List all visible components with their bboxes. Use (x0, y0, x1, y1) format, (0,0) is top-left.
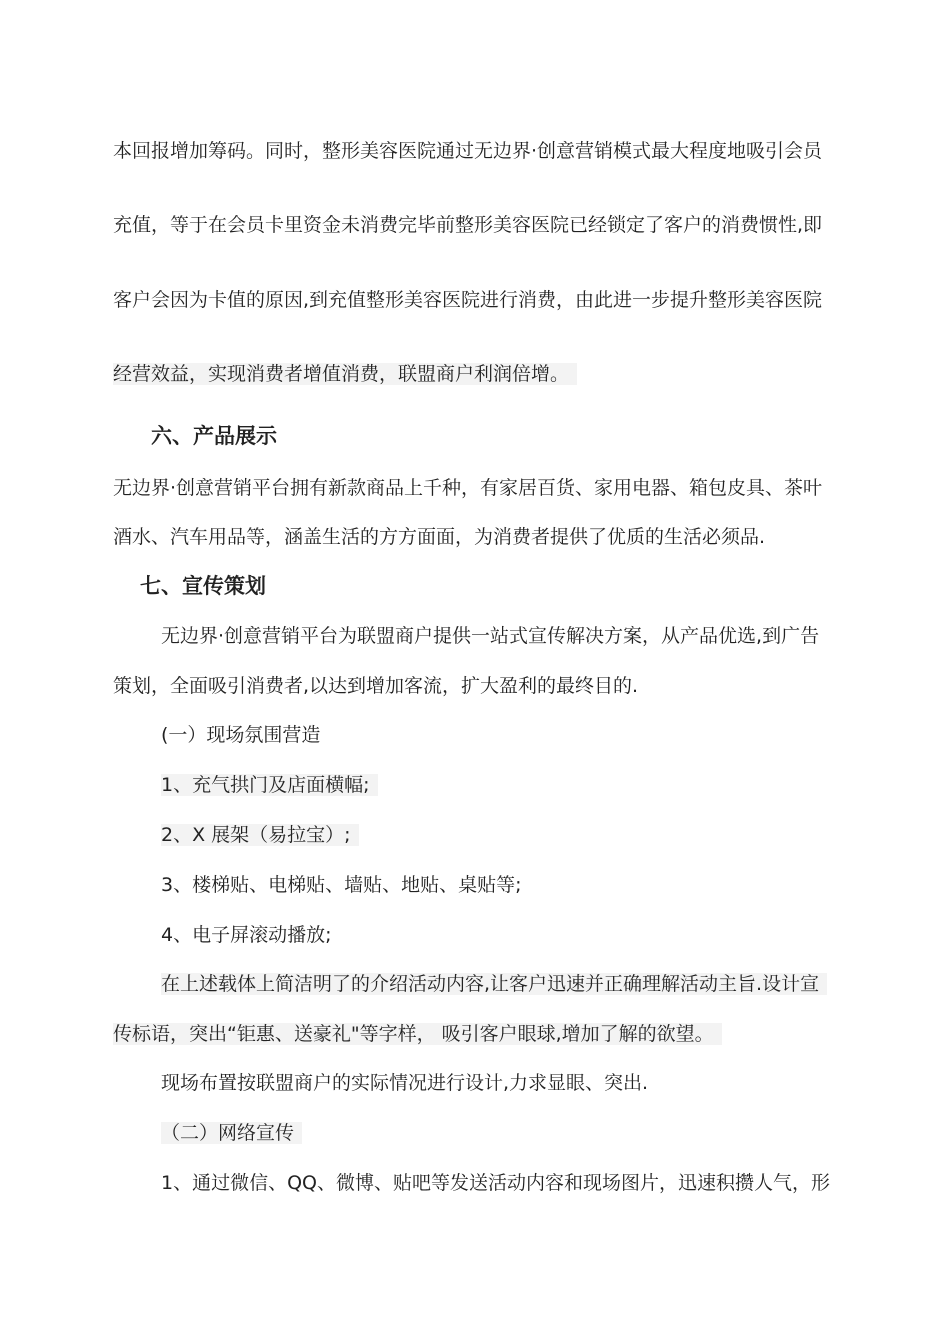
list-item: 1、通过微信、QQ、微博、贴吧等发送活动内容和现场图片，迅速积攒人气，形 (161, 1172, 831, 1194)
paragraph-line (113, 361, 577, 387)
list-item: 3、楼梯贴、电梯贴、墙贴、地贴、桌贴等; (161, 874, 522, 896)
paragraph-line: 在上述载体上简洁明了的介绍活动内容,让客户迅速并正确理解活动主旨.设计宣 (161, 971, 827, 997)
list-item: 2、X 展架（易拉宝）; (161, 822, 359, 848)
paragraph-line: 传标语，突出“钜惠、送豪礼"等字样， 吸引客户眼球,增加了解的欲望。 (113, 1021, 722, 1047)
subsection-heading: （二）网络宣传 (161, 1120, 302, 1146)
paragraph-line: 现场布置按联盟商户的实际情况进行设计,力求显眼、突出. (161, 1072, 649, 1094)
paragraph-line: 本回报增加筹码。同时，整形美容医院通过无边界·创意营销模式最大程度地吸引会员 (113, 140, 823, 162)
paragraph-line: 客户会因为卡值的原因,到充值整形美容医院进行消费，由此进一步提升整形美容医院 (113, 289, 823, 311)
paragraph-line: 无边界·创意营销平台为联盟商户提供一站式宣传解决方案，从产品优选,到广告 (161, 625, 820, 647)
paragraph-line: 充值，等于在会员卡里资金未消费完毕前整形美容医院已经锁定了客户的消费惯性,即 (113, 214, 823, 236)
section-heading-6: 六、产品展示 (151, 424, 277, 448)
paragraph-line: 无边界·创意营销平台拥有新款商品上千种，有家居百货、家用电器、箱包皮具、茶叶 (113, 477, 823, 499)
list-item: 4、电子屏滚动播放; (161, 924, 332, 946)
paragraph-line: 酒水、汽车用品等，涵盖生活的方方面面，为消费者提供了优质的生活必须品. (113, 526, 766, 548)
subsection-heading: (一）现场氛围营造 (161, 724, 321, 746)
highlighted-text: 经营效益，实现消费者增值消费，联盟商户利润倍增。 (113, 363, 577, 385)
list-item: 1、充气拱门及店面横幅; (161, 772, 378, 798)
paragraph-line: 策划，全面吸引消费者,以达到增加客流，扩大盈利的最终目的. (113, 675, 639, 697)
section-heading-7: 七、宣传策划 (140, 574, 266, 598)
